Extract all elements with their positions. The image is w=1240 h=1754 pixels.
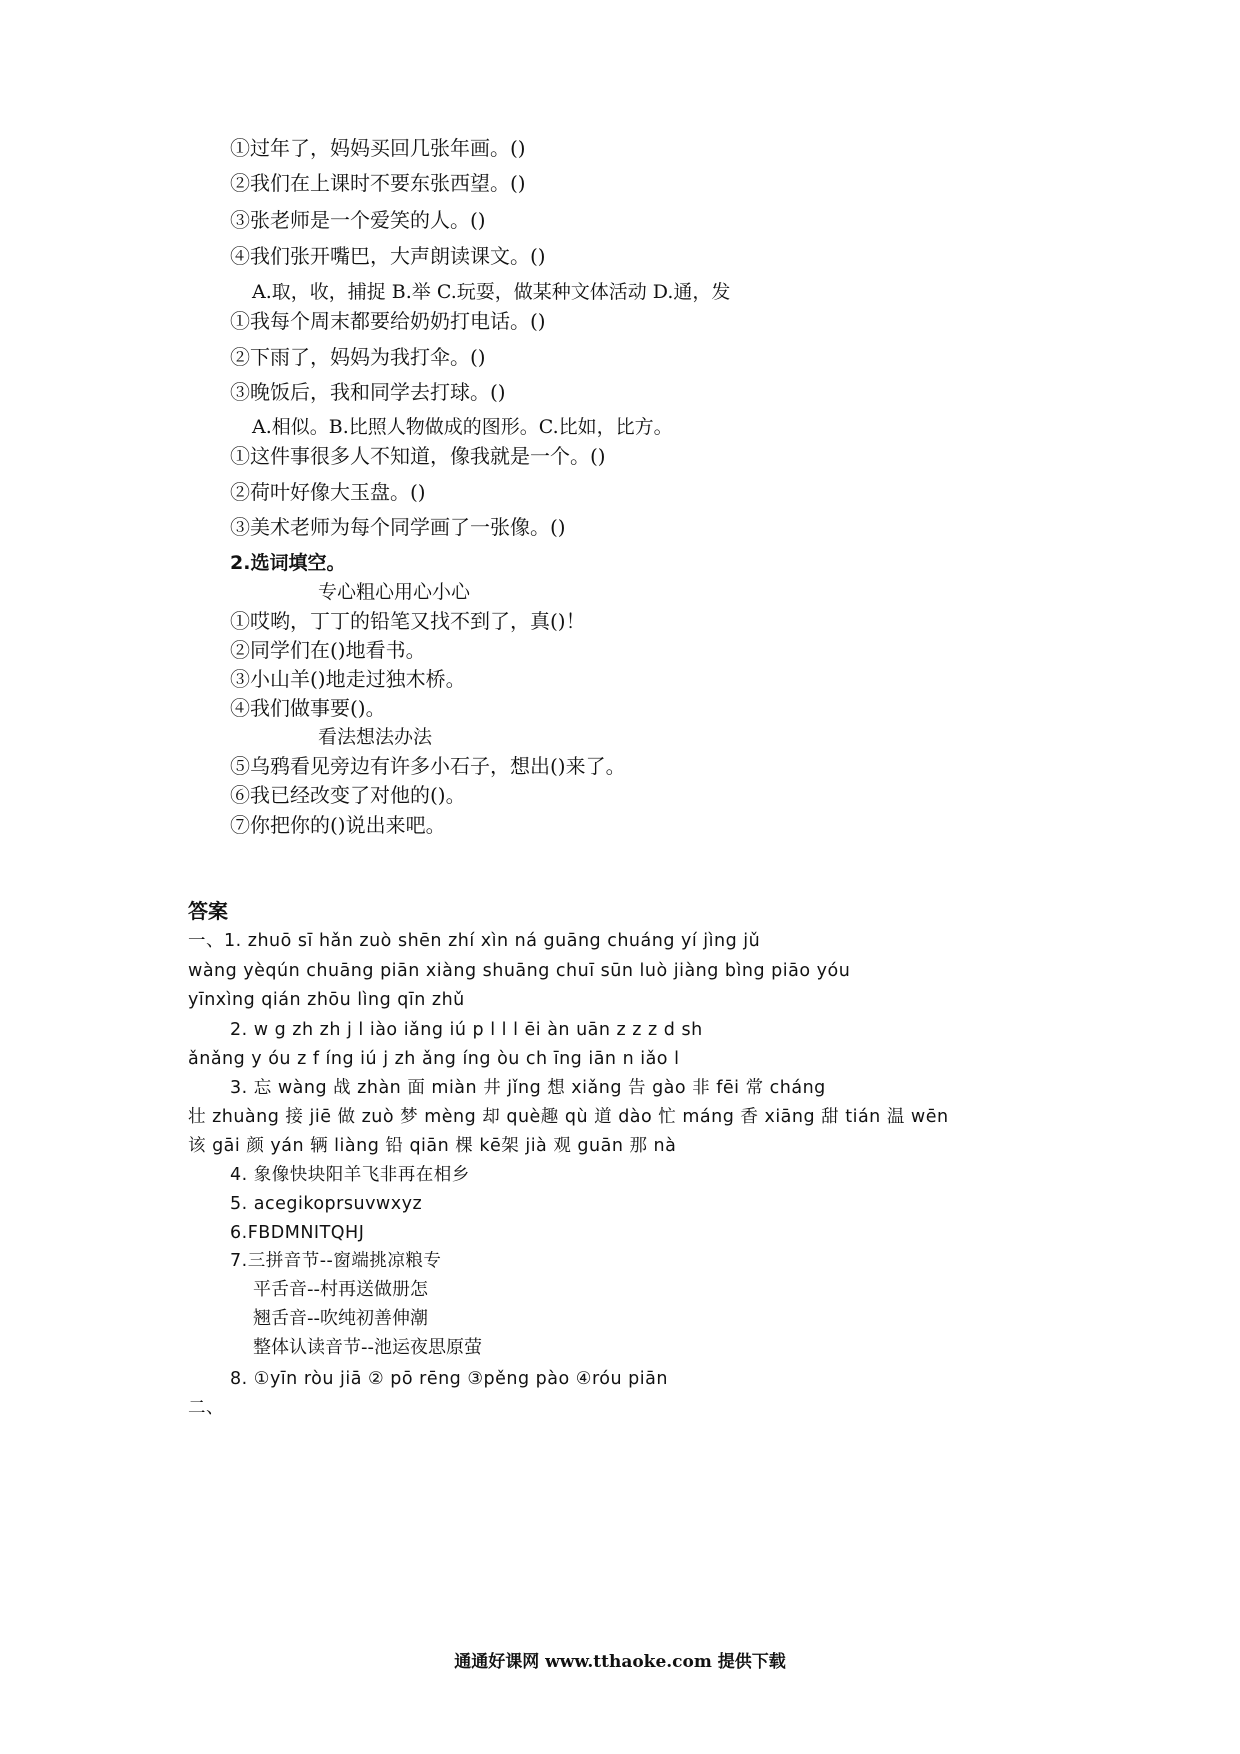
sentence-zhang-2: ②我们在上课时不要东张西望。()	[230, 171, 526, 195]
answer-1-line-3: yīnxìng qián zhōu lìng qīn zhǔ	[188, 990, 465, 1010]
fill-6: ⑥我已经改变了对他的()。	[230, 783, 466, 807]
fill-7: ⑦你把你的()说出来吧。	[230, 813, 446, 837]
sentence-zhang-3: ③张老师是一个爱笑的人。()	[230, 208, 486, 232]
sentence-xiang-1: ①这件事很多人不知道，像我就是一个。()	[230, 444, 606, 468]
answer-5: 5. acegikoprsuvwxyz	[230, 1194, 423, 1214]
sentence-da-3: ③晚饭后，我和同学去打球。()	[230, 380, 506, 404]
answer-7-line-4: 整体认读音节--池运夜思原萤	[253, 1337, 482, 1358]
answer-2-line-1: 2. w g zh zh j l iào iǎng iú p l l l ēi àn uān z z z d sh	[230, 1020, 703, 1040]
fill-1: ①哎哟，丁丁的铅笔又找不到了，真()！	[230, 609, 586, 633]
sentence-xiang-3: ③美术老师为每个同学画了一张像。()	[230, 515, 566, 539]
fill-2: ②同学们在()地看书。	[230, 638, 426, 662]
footer-source: 通通好课网 www.tthaoke.com 提供下载	[454, 1652, 786, 1672]
options-da: A.取，收，捕捉 B.举 C.玩耍，做某种文体活动 D.通，发	[252, 281, 731, 303]
answer-2-line-2: ǎnǎng y óu z f íng iú j zh ǎng íng òu ch īng iān n iǎo l	[188, 1049, 680, 1069]
sentence-zhang-1: ①过年了，妈妈买回几张年画。()	[230, 136, 526, 160]
answer-3-line-3: 该 gāi 颜 yán 辆 liàng 铅 qiān 棵 kē架 jià 观 guān 那 nà	[188, 1136, 677, 1156]
answer-1-line-2: wàng yèqún chuāng piān xiàng shuāng chuī sūn luò jiàng bìng piāo yóu	[188, 961, 851, 981]
answer-7-line-1: 7.三拼音节--窗端挑凉粮专	[230, 1251, 442, 1271]
word-bank-1: 专心粗心用心小心	[318, 581, 471, 603]
sentence-da-2: ②下雨了，妈妈为我打伞。()	[230, 345, 486, 369]
options-xiang: A.相似。B.比照人物做成的图形。C.比如，比方。	[252, 416, 673, 438]
answer-6: 6.FBDMNITQHJ	[230, 1223, 365, 1243]
answer-3-line-1: 3. 忘 wàng 战 zhàn 面 miàn 井 jǐng 想 xiǎng 告 gào 非 fēi 常 cháng	[230, 1078, 826, 1098]
answer-4: 4. 象像快块阳羊飞非再在相乡	[230, 1165, 470, 1185]
answer-1-line-1: 一、1. zhuō sī hǎn zuò shēn zhí xìn ná guāng chuáng yí jìng jǔ	[188, 931, 761, 951]
answer-3-line-2: 壮 zhuàng 接 jiē 做 zuò 梦 mèng 却 què趣 qù 道 dào 忙 máng 香 xiāng 甜 tián 温 wēn	[188, 1107, 949, 1127]
fill-5: ⑤乌鸦看见旁边有许多小石子，想出()来了。	[230, 754, 626, 778]
question-2-title: 2.选词填空。	[230, 552, 346, 574]
sentence-xiang-2: ②荷叶好像大玉盘。()	[230, 480, 426, 504]
answer-7-line-2: 平舌音--村再送做册怎	[253, 1279, 428, 1300]
fill-4: ④我们做事要()。	[230, 696, 386, 720]
answer-title: 答案	[188, 899, 228, 923]
word-bank-2: 看法想法办法	[318, 726, 433, 748]
fill-3: ③小山羊()地走过独木桥。	[230, 667, 466, 691]
answer-8: 8. ①yīn ròu jiā ② pō rēng ③pěng pào ④róu piān	[230, 1369, 668, 1389]
part-2-heading: 二、	[188, 1398, 224, 1418]
answer-7-line-3: 翘舌音--吹纯初善伸潮	[253, 1308, 428, 1329]
sentence-zhang-4: ④我们张开嘴巴，大声朗读课文。()	[230, 244, 546, 268]
sentence-da-1: ①我每个周末都要给奶奶打电话。()	[230, 309, 546, 333]
